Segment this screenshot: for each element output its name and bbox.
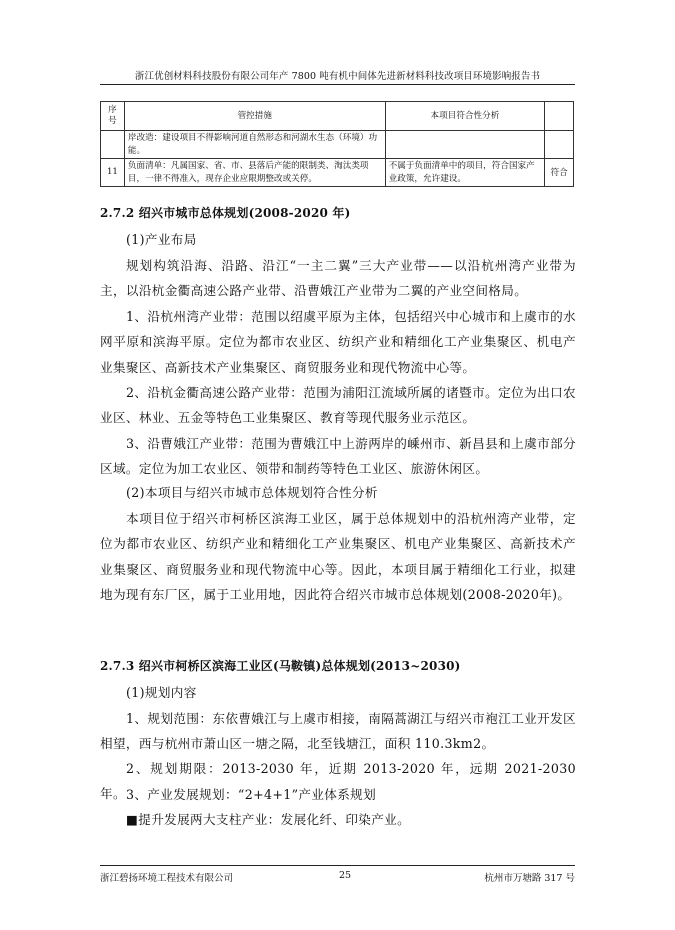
cell-analysis: 不属于负面清单中的项目，符合国家产业政策，允许建设。 — [385, 159, 545, 187]
cell-measure: 负面清单：凡属国家、省、市、县落后产能的限制类、淘汰类项目，一律不得准入，现存企业应限期整改或关停。 — [124, 159, 385, 187]
paragraph-industry-belts: 规划构筑沿海、沿路、沿江“一主二翼”三大产业带——以沿杭州湾产业带为主，以沿杭金衢高速公路产业带、沿曹娥江产业带为二翼的产业空间格局。 — [100, 258, 576, 299]
table-row — [101, 159, 574, 187]
cell-no — [101, 131, 125, 159]
cell-analysis — [385, 131, 545, 159]
header-no: 序号 — [101, 102, 125, 131]
control-measures-table — [100, 101, 574, 187]
table-row — [101, 131, 574, 159]
header-analysis: 本项目符合性分析 — [385, 102, 545, 131]
paragraph-highway-belt: 2、沿杭金衢高速公路产业带：范围为浦阳江流域所属的诸暨市。定位为出口农业区、林业、五金等特色工业集聚区、教育等现代服务业示范区。 — [100, 385, 576, 426]
paragraph-conformity-heading: (2)本项目与绍兴市城市总体规划符合性分析 — [126, 485, 378, 500]
cell-no: 11 — [101, 159, 125, 187]
cell-measure: 岸改造：建设项目不得影响河道自然形态和河湖水生态（环境）功能。 — [124, 131, 385, 159]
footer-company: 浙江碧扬环境工程技术有限公司 — [100, 873, 234, 884]
footer-address: 杭州市万塘路 317 号 — [484, 873, 575, 884]
table-header-row — [101, 102, 574, 131]
paragraph-industry-layout: (1)产业布局 — [126, 232, 197, 247]
section-heading-2-7-3: 2.7.3 绍兴市柯桥区滨海工业区(马鞍镇)总体规划(2013~2030) — [100, 659, 461, 673]
paragraph-caoe-river-belt: 3、沿曹娥江产业带：范围为曹娥江中上游两岸的嵊州市、新昌县和上虞市部分区域。定位为加工农业区、领带和制药等特色工业区、旅游休闲区。 — [100, 436, 576, 477]
paragraph-conformity-analysis: 本项目位于绍兴市柯桥区滨海工业区，属于总体规划中的沿杭州湾产业带，定位为都市农业区、纺织产业和精细化工产业集聚区、机电产业集聚区、高新技术产业集聚区、商贸服务业和现代物流中心等。因此，本项目属于精细化工行业，拟建地为现有东厂区，属于工业用地，因此符合绍兴市城市总体规划(2008-2020年)。 — [100, 511, 576, 603]
paragraph-industry-plan: 3、产业发展规划：“2+4+1”产业体系规划 — [126, 787, 377, 802]
footer-divider — [100, 865, 575, 866]
paragraph-plan-period: 2、规划期限：2013-2030 年，近期 2013-2020 年，远期 2021-2030 年。 — [100, 761, 576, 802]
header-measure: 管控措施 — [124, 102, 385, 131]
paragraph-hangzhou-bay-belt: 1、沿杭州湾产业带：范围以绍虞平原为主体，包括绍兴中心城市和上虞市的水网平原和滨海平原。定位为都市农业区、纺织产业和精细化工产业集聚区、机电产业集聚区、高新技术产业集聚区、商贸服务业和现代物流中心等。 — [100, 309, 576, 375]
header-divider — [100, 84, 575, 85]
page-number: 25 — [338, 870, 352, 881]
cell-result — [545, 131, 574, 159]
cell-result: 符合 — [545, 159, 574, 187]
paragraph-plan-content: (1)规划内容 — [126, 685, 197, 700]
paragraph-plan-scope: 1、规划范围：东依曹娥江与上虞市相接，南隔蒿湖江与绍兴市袍江工业开发区相望，西与杭州市萧山区一塘之隔，北至钱塘江，面积 110.3km2。 — [100, 711, 576, 752]
page-header: 浙江优创材料科技股份有限公司年产 7800 吨有机中间体先进新材料科技改项目环境影响报告书 — [134, 71, 541, 82]
header-result — [545, 102, 574, 131]
paragraph-pillar-industries: ■提升发展两大支柱产业：发展化纤、印染产业。 — [126, 812, 411, 827]
section-heading-2-7-2: 2.7.2 绍兴市城市总体规划(2008-2020 年) — [100, 206, 351, 220]
